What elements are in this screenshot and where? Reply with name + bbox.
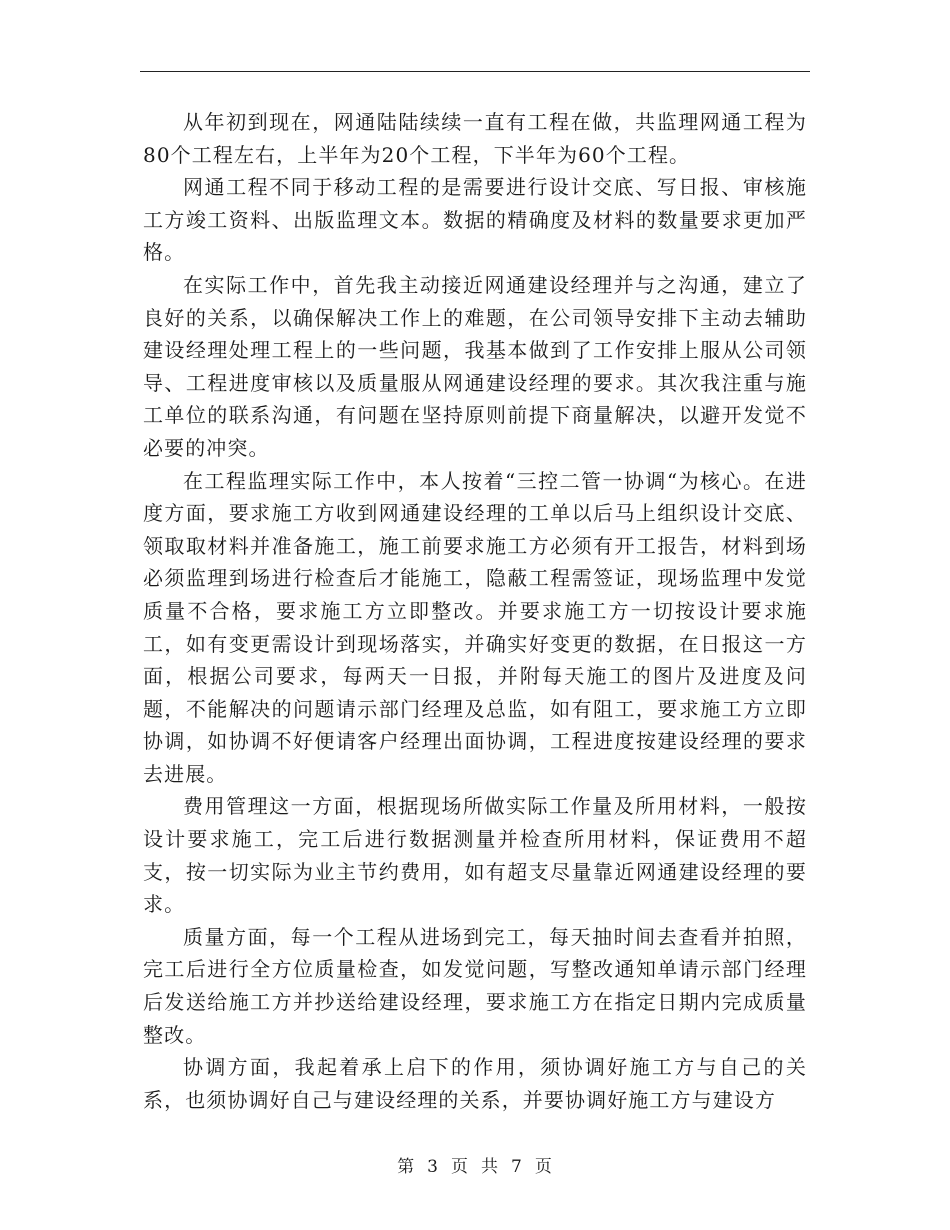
page-footer <box>0 1152 950 1177</box>
header-rule <box>140 71 810 72</box>
paragraph: 网通工程不同于移动工程的是需要进行设计交底、写日报、审核施工方竣工资料、出版监理文本。数据的精确度及材料的数量要求更加严格。 <box>143 175 807 265</box>
footer-total-pages: 7 <box>511 1157 523 1177</box>
footer-page-word: 页 <box>451 1157 469 1177</box>
paragraph: 协调方面，我起着承上启下的作用，须协调好施工方与自己的关系，也须协调好自己与建设经理的关系，并要协调好施工方与建设方 <box>143 1055 807 1112</box>
paragraph: 在实际工作中，首先我主动接近网通建设经理并与之沟通，建立了良好的关系，以确保解决工作上的难题，在公司领导安排下主动去辅助建设经理处理工程上的一些问题，我基本做到了工作安排上服从公司领导、工程进度审核以及质量服从网通建设经理的要求。其次我注重与施工单位的联系沟通，有问题在坚持原则前提下商量解决，以避开发觉不必要的冲突。 <box>143 272 807 460</box>
footer-current-page: 3 <box>427 1157 439 1177</box>
paragraph: 在工程监理实际工作中，本人按着“三控二管一协调“为核心。在进度方面，要求施工方收到网通建设经理的工单以后马上组织设计交底、领取取材料并准备施工，施工前要求施工方必须有开工报告，材料到场必须监理到场进行检查后才能施工，隐蔽工程需签证，现场监理中发觉质量不合格，要求施工方立即整改。并要求施工方一切按设计要求施工，如有变更需设计到现场落实，并确实好变更的数据，在日报这一方面，根据公司要求，每两天一日报，并附每天施工的图片及进度及问题，不能解决的问题请示部门经理及总监，如有阻工，要求施工方立即协调，如协调不好便请客户经理出面协调，工程进度按建设经理的要求去进展。 <box>143 468 807 786</box>
footer-suffix: 页 <box>534 1157 553 1177</box>
paragraph: 质量方面，每一个工程从进场到完工，每天抽时间去查看并拍照，完工后进行全方位质量检查，如发觉问题，写整改通知单请示部门经理后发送给施工方并抄送给建设经理，要求施工方在指定日期内完成质量整改。 <box>143 924 807 1047</box>
document-body <box>143 106 807 1116</box>
footer-total-word: 共 <box>481 1157 499 1177</box>
paragraph: 费用管理这一方面，根据现场所做实际工作量及所用材料，一般按设计要求施工，完工后进行数据测量并检查所用材料，保证费用不超支，按一切实际为业主节约费用，如有超支尽量靠近网通建设经理的要求。 <box>143 794 807 917</box>
paragraph: 从年初到现在，网通陆陆续续一直有工程在做，共监理网通工程为80个工程左右，上半年为20个工程，下半年为60个工程。 <box>143 110 807 167</box>
footer-prefix: 第 <box>397 1157 416 1177</box>
